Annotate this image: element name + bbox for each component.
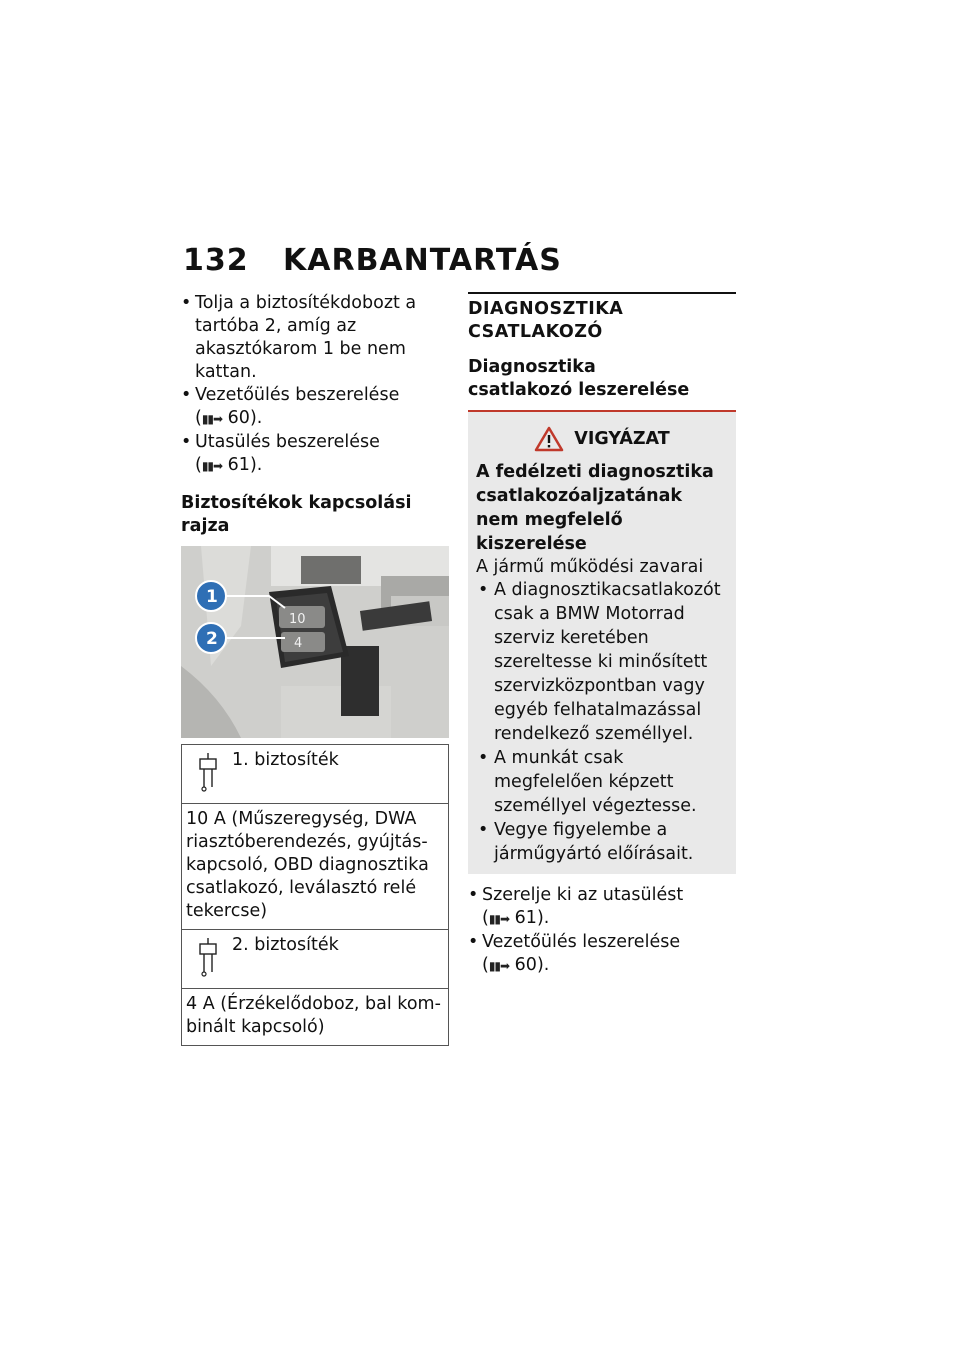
fuse-label-4: 4 [294, 636, 303, 651]
warning-header [476, 426, 728, 452]
fuse-row-1-desc [182, 803, 448, 929]
step-remove-driver-seat: • Vezetőülés leszerelése (▮▮➡ 60). [468, 931, 736, 978]
fuse-row-2-heading [182, 929, 448, 988]
page-number: 132 [183, 243, 249, 278]
fuse-label-10: 10 [289, 612, 306, 627]
subsection-title: Diagnosztika csatlakozó leszerelése [468, 357, 690, 400]
fuse-1-heading: 1. biztosíték [232, 750, 339, 770]
fuse-photo-illustration [181, 546, 449, 738]
arrow-icon: ▮▮➡ [201, 412, 223, 426]
page-reference[interactable]: (▮▮➡ 61). [482, 908, 550, 928]
warning-item: • A diagnosztikacsatlakozót csak a BMW Motorrad szerviz keretében szereltesse ki minősített szervizközpontban vagy egyéb felhatalmazással rendelkező személlyel. [476, 578, 728, 746]
page-reference[interactable]: (▮▮➡ 60). [195, 408, 263, 428]
warning-item: • A munkát csak megfelelően képzett személlyel végeztesse. [476, 746, 728, 818]
fuse-table [181, 744, 449, 1046]
fuse-diagram-photo [181, 546, 449, 738]
warning-item: • Vegye figyelembe a járműgyártó előírásait. [476, 818, 728, 866]
warning-label: VIGYÁZAT [574, 428, 670, 449]
arrow-icon: ▮▮➡ [201, 459, 223, 473]
fuse-icon [186, 934, 232, 978]
fuse-2-heading: 2. biztosíték [232, 935, 339, 955]
callout-1: 1 [206, 587, 218, 607]
fuse-row-2-desc [182, 988, 448, 1045]
right-column [468, 292, 736, 978]
warning-box [468, 412, 736, 874]
left-column [181, 292, 451, 1046]
fuse-1-description: 10 A (Műszeregység, DWA riasztóberendezés, gyújtáskapcsoló, OBD diagnosztika csatlakozó, leválasztó relé tekercse) [186, 809, 429, 921]
callout-2: 2 [206, 629, 218, 649]
arrow-icon: ▮▮➡ [488, 912, 510, 926]
figure-title: Biztosítékok kapcsolási rajza [181, 493, 412, 536]
step-driver-seat-install: • Vezetőülés beszerelése (▮▮➡ 60). [181, 384, 451, 431]
warning-hazard: A fedélzeti diagnosztika csatlakozóaljzatának nem megfelelő kiszerelése [476, 462, 714, 554]
section-rule [468, 292, 736, 294]
step-remove-passenger-seat: • Szerelje ki az utasülést (▮▮➡ 61). [468, 884, 736, 931]
arrow-icon: ▮▮➡ [488, 959, 510, 973]
step-passenger-seat-install: • Utasülés beszerelése (▮▮➡ 61). [181, 431, 451, 478]
page-reference[interactable]: ▮▮➡ 61). [201, 455, 263, 475]
page-reference[interactable]: (▮▮➡ 60). [482, 955, 550, 975]
chapter-title: KARBANTARTÁS [283, 243, 562, 278]
warning-triangle-icon [534, 426, 564, 452]
step-insert-fusebox: • Tolja a biztosítékdobozt a tartóba 2, amíg az akasztókarom 1 be nem kattan. [181, 292, 451, 384]
fuse-icon [186, 749, 232, 793]
fuse-2-description: 4 A (Érzékelődoboz, bal kombinált kapcsoló) [186, 994, 441, 1037]
warning-consequence: A jármű működési zavarai [476, 557, 704, 577]
fuse-row-1-heading [182, 745, 448, 803]
section-title: DIAGNOSZTIKA CSATLAKOZÓ [468, 299, 624, 342]
